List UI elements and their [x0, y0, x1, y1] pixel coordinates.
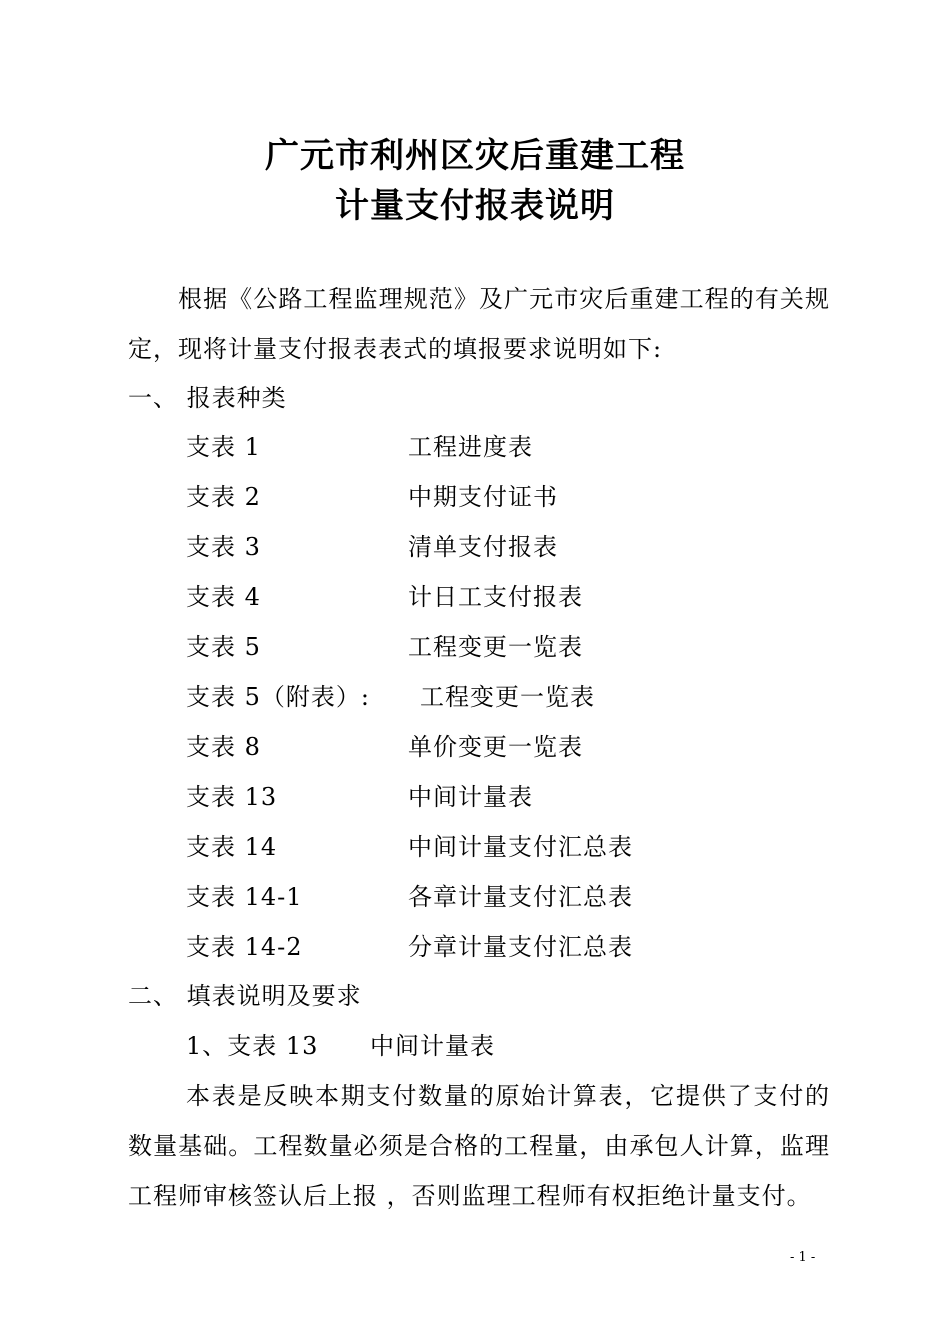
report-name: 工程变更一览表	[420, 683, 595, 711]
report-code: 支表 1	[186, 433, 261, 461]
section2-heading: 二、 填表说明及要求	[128, 982, 362, 1010]
report-code: 支表 4	[186, 583, 261, 611]
report-name: 中间计量表	[408, 783, 533, 811]
report-code: 支表 8	[186, 733, 261, 761]
para-line3: 工程师审核签认后上报 ，否则监理工程师有权拒绝计量支付。	[128, 1182, 812, 1210]
report-code: 支表 5（附表）:	[186, 683, 370, 711]
report-name: 工程进度表	[408, 433, 533, 461]
report-code: 支表 14-2	[186, 933, 303, 961]
report-name: 工程变更一览表	[408, 633, 583, 661]
subsection1-name: 中间计量表	[370, 1032, 495, 1060]
document-title-line1: 广元市利州区灾后重建工程	[265, 136, 685, 176]
intro-line1: 根据《公路工程监理规范》及广元市灾后重建工程的有关规	[178, 285, 830, 313]
subsection1-label: 1、支表 13	[186, 1032, 319, 1060]
report-name: 中期支付证书	[408, 483, 558, 511]
section1-heading: 一、 报表种类	[128, 384, 287, 412]
report-name: 各章计量支付汇总表	[408, 883, 633, 911]
report-name: 中间计量支付汇总表	[408, 833, 633, 861]
report-code: 支表 5	[186, 633, 261, 661]
report-name: 清单支付报表	[408, 533, 558, 561]
intro-line2: 定，现将计量支付报表表式的填报要求说明如下:	[128, 335, 663, 363]
report-code: 支表 3	[186, 533, 261, 561]
report-code: 支表 14	[186, 833, 278, 861]
page-number: - 1 -	[790, 1250, 816, 1265]
report-code: 支表 14-1	[186, 883, 303, 911]
report-name: 计日工支付报表	[408, 583, 583, 611]
report-code: 支表 2	[186, 483, 261, 511]
report-code: 支表 13	[186, 783, 278, 811]
para-line2: 数量基础。工程数量必须是合格的工程量，由承包人计算，监理	[128, 1132, 830, 1160]
document-title-line2: 计量支付报表说明	[335, 186, 615, 226]
report-name: 分章计量支付汇总表	[408, 933, 633, 961]
para-line1: 本表是反映本期支付数量的原始计算表，它提供了支付的	[186, 1082, 830, 1110]
report-name: 单价变更一览表	[408, 733, 583, 761]
